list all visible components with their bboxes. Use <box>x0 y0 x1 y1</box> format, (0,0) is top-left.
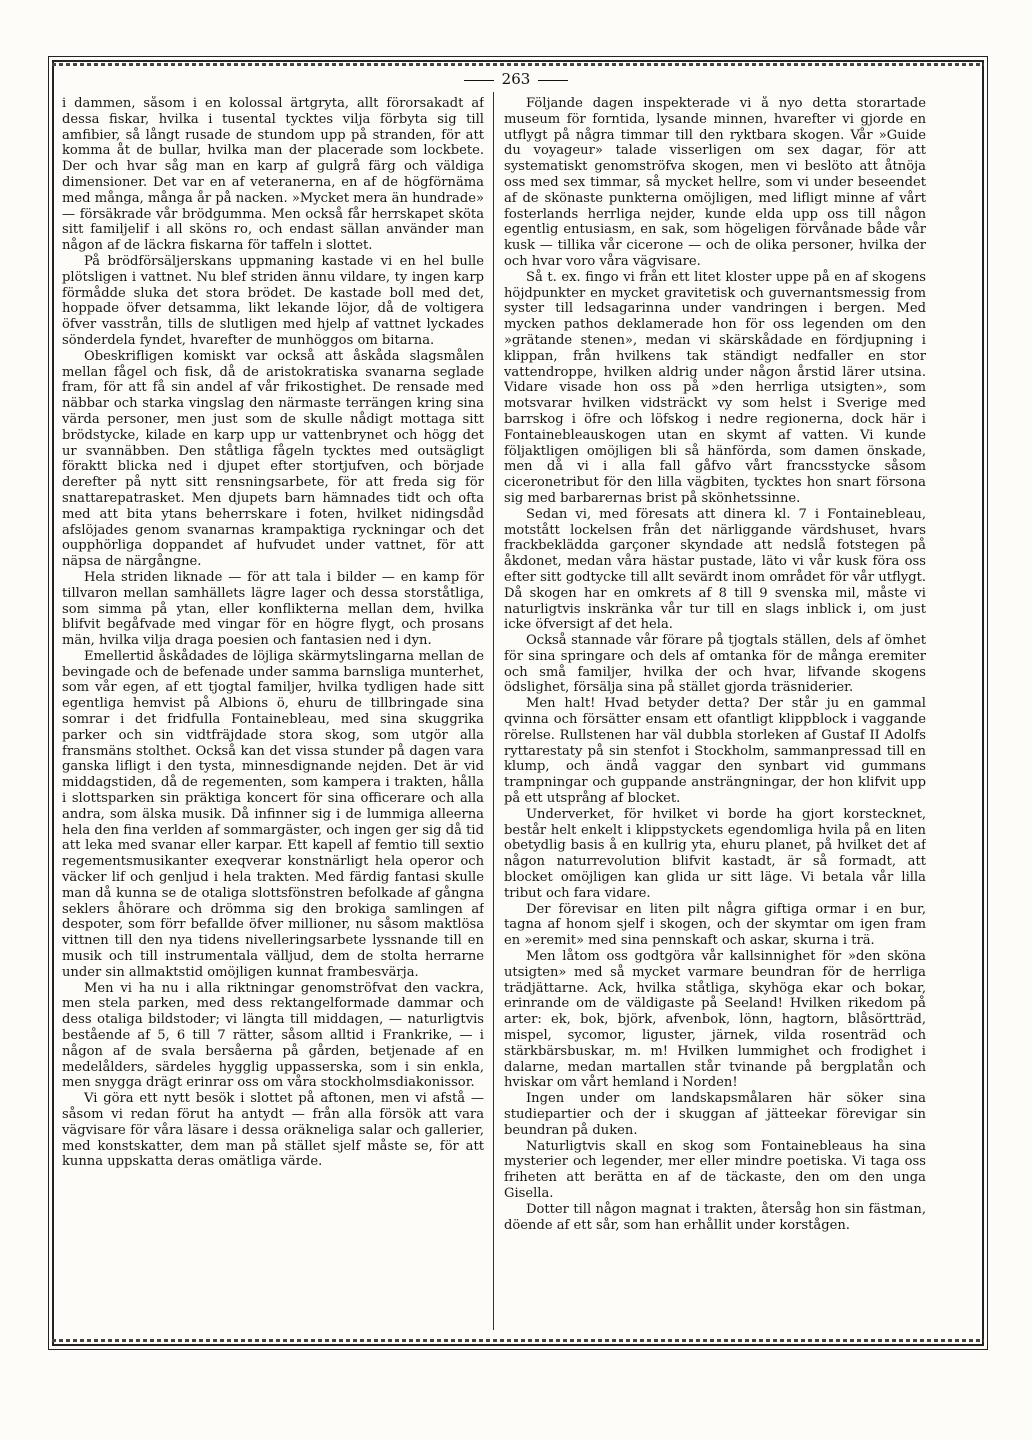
paragraph: Ingen under om landskapsmålaren här söker sina studiepartier och der i skuggan af jätteekar förevigar sin beundran på duken. <box>504 1091 926 1138</box>
paragraph: Sedan vi, med föresats att dinera kl. 7 i Fontainebleau, motstått lockelsen från det närliggande värdshuset, hvars frackbeklädda garçoner skyndade att nedslå fotstegen på åkdonet, medan våra hästar pustade, läto vi vår kusk föra oss efter sitt godtycke till allt sevärdt inom området för vår utflygt. Då skogen har en omkrets af 8 till 9 svenska mil, måste vi naturligtvis inskränka vår tur till en slags inblick i, om just icke öfversigt af det hela. <box>504 506 926 633</box>
right-column <box>504 96 926 1332</box>
page-number-line <box>0 70 1032 88</box>
paragraph: Men låtom oss godtgöra vår kallsinnighet för »den sköna utsigten» med så mycket varmare beundran för de herrliga trädjättarne. Ack, hvilka ståtliga, skyhöga ekar och bokar, erinrande om de väldigaste på Seeland! Hvilken rikedom på arter: ek, bok, björk, afvenbok, lönn, hagtorn, blåsörtträd, mispel, sycomor, liguster, järnek, vilda rosenträd och stärkbärsbuskar, m. m! Hvilken lummighet och frodighet i dalarne, medan martallen står tvinande på bergplatån och hviskar om vårt hemland i Norden! <box>504 949 926 1091</box>
page-number-dash-left <box>464 80 494 81</box>
paragraph: Men vi ha nu i alla riktningar genomströfvat den vackra, men stela parken, med dess rektangelformade dammar och dess otaliga bildstoder; vi längta till middagen, — naturligtvis bestående af 5, 6 till 7 rätter, såsom alltid i Frankrike, — i någon af de svala bersåerna på gården, betjenade af en medelålders, särdeles hygglig uppasserska, som i sin enkla, men snygga drägt erinrar oss om våra stockholmsdiakonissor. <box>62 980 484 1091</box>
decorative-rule-bottom <box>52 1339 984 1342</box>
paragraph: Der förevisar en liten pilt några giftiga ormar i en bur, tagna af honom sjelf i skogen, och der skymtar om igen fram en »eremit» med sina pennskaft och askar, skurna i trä. <box>504 901 926 949</box>
paragraph: Emellertid åskådades de löjliga skärmytslingarna mellan de bevingade och de befenade under samma barnsliga munterhet, som vår egen, af ett tjogtal familjer, hvilka tydligen hade sitt egentliga hemvist på Albions ö, ehuru de tillbringade sina somrar i det fridfulla Fontainebleau, med sina skuggrika parker och sin vidtfräjdade stora skog, som utgör alla fransmäns stolthet. Också kan det vissa stunder på dagen vara ganska lifligt i den tysta, minnesdignande nejden. Det är vid middagstiden, då de regementen, som kampera i trakten, hålla i slottsparken sin präktiga koncert för sina officerare och alla andra, som älska musik. Då infinner sig i de lummiga alleerna hela den fina verlden af sommargäster, och ingen ger sig då tid att leka med svanar eller karpar. Ett kapell af femtio till sextio regementsmusikanter exeqverar konstnärligt hela operor och väcker lif och genljud i hela trakten. Med färdig fantasi skulle man då kunna se de otaliga slottsfönstren befolkade af gångna seklers åhörare och drömma sig den brokiga samlingen af despoter, som förr befallde öfver millioner, nu såsom maktlösa vittnen till den nya tidens nivelleringsarbete lyssnande till en musik och till instrumentala välljud, dem de stolta herrarne under sin allmaktstid omöjligen kunnat frambesvärja. <box>62 648 484 980</box>
paragraph: Också stannade vår förare på tjogtals ställen, dels af ömhet för sina springare och dels af omtanka för de många eremiter och små familjer, hvilka der och hvar, lifvande skogens ödslighet, försälja sina på stället gjorda träsniderier. <box>504 633 926 696</box>
paragraph: Obeskrifligen komiskt var också att åskåda slagsmålen mellan fågel och fisk, då de aristokratiska svanarna seglade fram, för att få sin andel af vår frikostighet. De rensade med näbbar och starka vingslag den närmaste terrängen kring sina värda personer, men just som de skulle nådigt mottaga sitt brödstycke, kilade en karp upp ur vattenbrynet och högg det ur svannäbben. Den ståtliga fågeln tycktes med outsägligt föraktt blicka ned i djupet efter stortjufven, och började derefter på nytt sitt rensningsarbete, för att freda sig för snattarepatrasket. Men djupets barn hämnades tidt och ofta med att bita ytans beherrskare i foten, hvilket nidingsdåd afslöjades genom svanarnas krampaktiga ryckningar och det oupphörliga doppandet af hufvudet under vattnet, för att näpsa de närgångne. <box>62 348 484 570</box>
paragraph: Så t. ex. fingo vi från ett litet kloster uppe på en af skogens höjdpunkter en mycket gravitetisk och guvernantsmessig from syster till ledsagarinna under vandringen i bergen. Med mycken pathos deklamerade hon för oss legenden om den »grätande stenen», medan vi skärskådade en fördjupning i klippan, från hvilkens tak ständigt nedfaller en stor vattendroppe, hvilken aldrig under någon årstid lärer utsina. Vidare visade hon oss på »den herrliga utsigten», som motsvarar hvilken vidsträckt vy som helst i Sverige med barrskog i öfre och löfskog i nedre regionerna, dock här i Fontainebleauskogen utan en skymt af vatten. Vi kunde följaktligen omöjligen bli så hänförda, som damen önskade, men då vi i alla fall gåfvo vårt francsstycke såsom ciceronetribut för den lilla vägbiten, tycktes hon snart försona sig med barbarernas brist på skönhetssinne. <box>504 269 926 506</box>
paragraph: Underverket, för hvilket vi borde ha gjort korstecknet, består helt enkelt i klippstyckets egendomliga hvila på en liten obetydlig basis å en kullrig yta, ehuru planet, på hvilket det af någon naturrevolution blifvit kastadt, är så formadt, att blocket omöjligen kan glida ur sitt läge. Vi betala vår lilla tribut och fara vidare. <box>504 806 926 901</box>
paragraph: Följande dagen inspekterade vi å nyo detta storartade museum för forntida, lysande minnen, hvarefter vi gjorde en utflygt på några timmar till den ryktbara skogen. Vår »Guide du voyageur» talade visserligen om sex dagar, för att systematiskt genomströfva skogen, men vi beslöto att åtnöja oss med sex timmar, så mycket hellre, som vi under beseendet af de skönaste punkterna omöjligen, med lifligt minne af vårt fosterlands herrliga nejder, kunde elda upp oss till någon egentlig entusiasm, en sak, som högeligen förvånade både vår kusk — tillika vår cicerone — och de olika personer, hvilka der och hvar voro våra vägvisare. <box>504 96 926 269</box>
left-column <box>62 96 484 1332</box>
paragraph: Hela striden liknade — för att tala i bilder — en kamp för tillvaron mellan samhällets lägre lager och dessa storståtliga, som simma på ytan, eller konflikterna mellan dem, hvilka blifvit begåfvade med vingar för en högre flygt, och prosans män, hvilka vilja draga poesien och fantasien ned i dyn. <box>62 569 484 649</box>
page-number-dash-right <box>538 80 568 81</box>
paragraph: Naturligtvis skall en skog som Fontainebleaus ha sina mysterier och legender, mer eller mindre poetiska. Vi taga oss friheten att berätta en af de täckaste, den om den unga Gisella. <box>504 1138 926 1201</box>
paragraph: i dammen, såsom i en kolossal ärtgryta, allt förorsakadt af dessa fiskar, hvilka i tusental tycktes vilja förbyta sig till amfibier, så långt rusade de stundom upp på stranden, för att komma åt de bullar, hvilka man der placerade som lockbete. Der och hvar såg man en karp af gulgrå färg och väldiga dimensioner. Det var en af veteranerna, en af de högförnäma med många, många år på nacken. »Mycket mera än hundrade» — försäkrade vår brödgumma. Men också får herrskapet sköta sitt familjelif i all sköns ro, och endast sällan använder man någon af de läckra fiskarna för taffeln i slottet. <box>62 96 484 254</box>
decorative-rule-top <box>52 63 984 66</box>
page-number: 263 <box>501 70 531 88</box>
column-divider <box>493 92 494 1330</box>
paragraph: Dotter till någon magnat i trakten, återsåg hon sin fästman, döende af ett sår, som han erhållit under korstågen. <box>504 1201 926 1233</box>
paragraph: Men halt! Hvad betyder detta? Der står ju en gammal qvinna och försätter ensam ett ofantligt klippblock i vaggande rörelse. Rullstenen har väl dubbla storleken af Gustaf II Adolfs ryttarestaty på sin stenfot i Stockholm, sammanpressad till en klump, och ändå vaggar den synbart vid gummans trampningar och guppande ansträngningar, der hon klifvit upp på ett utsprång af blocket. <box>504 696 926 807</box>
paragraph: På brödförsäljerskans uppmaning kastade vi en hel bulle plötsligen i vattnet. Nu blef striden ännu vildare, ty ingen karp förmådde sluka det stora brödet. De kastade boll med det, hoppade öfver detsamma, likt lekande löjor, då de voltigera öfver vasstrån, tills de slutligen med hjelp af vattnet lyckades sönderdela fyndet, hvarefter de munhöggos om bitarna. <box>62 253 484 348</box>
paragraph: Vi göra ett nytt besök i slottet på aftonen, men vi afstå — såsom vi redan förut ha antydt — från alla försök att vara vägvisare för våra läsare i dessa oräkneliga salar och gallerier, med konstskatter, dem man på stället sjelf måste se, för att kunna uppskatta deras omätliga värde. <box>62 1091 484 1170</box>
